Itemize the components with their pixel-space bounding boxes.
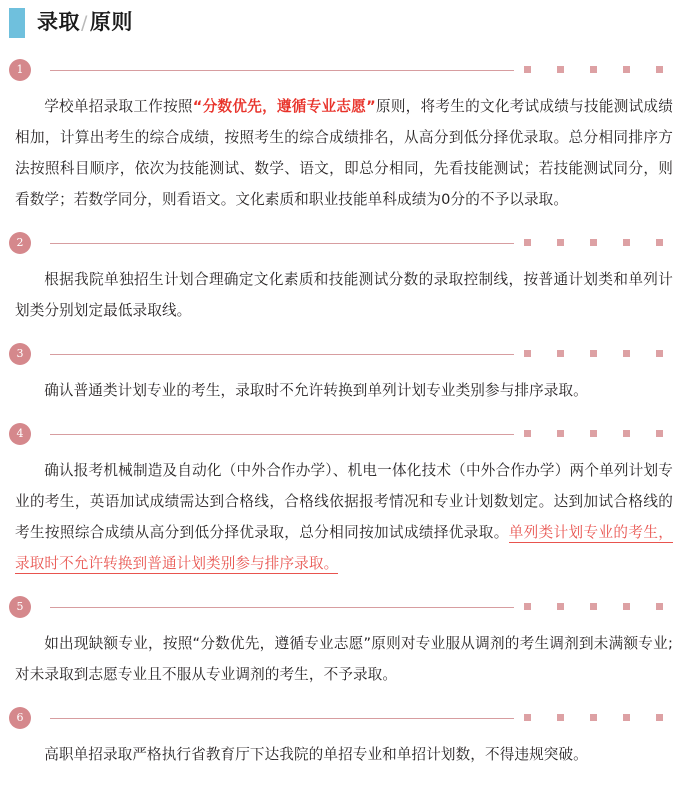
decorative-square-icon: [656, 66, 663, 73]
section-paragraph: [15, 255, 673, 326]
decorative-square-icon: [623, 714, 630, 721]
section-paragraph: [15, 82, 673, 215]
emphasis-text: “分数优先，遵循专业志愿”: [192, 98, 376, 115]
decorative-square-icon: [590, 603, 597, 610]
section-number-badge: 6: [9, 707, 31, 729]
section-paragraph: [15, 366, 673, 406]
decorative-square-icon: [623, 66, 630, 73]
body-text: 根据我院单独招生计划合理确定文化素质和技能测试分数的录取控制线，按普通计划类和单列计划类分别划定最低录取线。: [15, 271, 673, 319]
body-text: 原则，将考生的文化考试成绩与技能测试成绩相加，计算出考生的综合成绩，按照考生的综合成绩排名，从高分到低分择优录取。总分相同排序方法按照科目顺序，依次为技能测试、数学、语文，即总分相同，先看技能测试；若技能测试同分，则看数学；若数学同分，则看语文。文化素质和职业技能单科成绩为0分的不予以录取。: [15, 98, 673, 208]
decorative-square-icon: [590, 350, 597, 357]
section-divider: [0, 422, 687, 446]
section-divider: [0, 58, 687, 82]
section: [0, 690, 687, 770]
decorative-square-icon: [524, 603, 531, 610]
sections-list: [0, 36, 687, 770]
section-paragraph: [15, 730, 673, 770]
body-text: 确认普通类计划专业的考生，录取时不允许转换到单列计划专业类别参与排序录取。: [44, 382, 588, 399]
section: [0, 579, 687, 690]
divider-dots-decoration: [524, 66, 674, 73]
decorative-square-icon: [524, 66, 531, 73]
decorative-square-icon: [557, 66, 564, 73]
decorative-square-icon: [557, 603, 564, 610]
section-paragraph: [15, 446, 673, 579]
section: [0, 215, 687, 326]
decorative-square-icon: [524, 714, 531, 721]
page-header: [0, 0, 687, 36]
page-title-separator: /: [81, 12, 88, 34]
decorative-square-icon: [524, 239, 531, 246]
divider-line: [50, 607, 514, 608]
decorative-square-icon: [656, 714, 663, 721]
decorative-square-icon: [524, 430, 531, 437]
section: [0, 406, 687, 579]
decorative-square-icon: [623, 239, 630, 246]
decorative-square-icon: [623, 350, 630, 357]
divider-line: [50, 434, 514, 435]
divider-line: [50, 354, 514, 355]
decorative-square-icon: [656, 430, 663, 437]
decorative-square-icon: [656, 239, 663, 246]
section: [0, 36, 687, 215]
divider-dots-decoration: [524, 239, 674, 246]
decorative-square-icon: [590, 239, 597, 246]
section-paragraph: [15, 619, 673, 690]
page-title: [37, 12, 133, 33]
section-number-badge: 4: [9, 423, 31, 445]
body-text: 如出现缺额专业，按照“分数优先，遵循专业志愿”原则对专业服从调剂的考生调剂到未满额专业;对未录取到志愿专业且不服从专业调剂的考生，不予录取。: [15, 635, 673, 683]
decorative-square-icon: [590, 66, 597, 73]
divider-line: [50, 718, 514, 719]
decorative-square-icon: [590, 714, 597, 721]
section-divider: [0, 706, 687, 730]
section-number-badge: 2: [9, 232, 31, 254]
section-number-badge: 5: [9, 596, 31, 618]
divider-dots-decoration: [524, 603, 674, 610]
divider-dots-decoration: [524, 430, 674, 437]
header-accent-bar: [9, 8, 25, 38]
body-text: 高职单招录取严格执行省教育厅下达我院的单招专业和单招计划数，不得违规突破。: [44, 746, 588, 763]
divider-line: [50, 70, 514, 71]
underlined-note-text: 单列类计划专业的考生，录取时不允许转换到普通计划类别参与排序录取。: [15, 524, 673, 572]
divider-line: [50, 243, 514, 244]
decorative-square-icon: [656, 350, 663, 357]
decorative-square-icon: [623, 430, 630, 437]
section-divider: [0, 595, 687, 619]
decorative-square-icon: [656, 603, 663, 610]
decorative-square-icon: [557, 350, 564, 357]
page-title-sub: 原则: [89, 10, 133, 34]
decorative-square-icon: [557, 239, 564, 246]
decorative-square-icon: [524, 350, 531, 357]
body-text: 学校单招录取工作按照: [44, 98, 193, 115]
section-divider: [0, 231, 687, 255]
section-number-badge: 3: [9, 343, 31, 365]
decorative-square-icon: [623, 603, 630, 610]
section: [0, 326, 687, 406]
section-divider: [0, 342, 687, 366]
decorative-square-icon: [557, 714, 564, 721]
body-text: 确认报考机械制造及自动化（中外合作办学）、机电一体化技术（中外合作办学）两个单列计划专业的考生，英语加试成绩需达到合格线，合格线依据报考情况和专业计划数划定。达到加试合格线的考生按照综合成绩从高分到低分择优录取，总分相同按加试成绩择优录取。: [15, 462, 673, 541]
divider-dots-decoration: [524, 714, 674, 721]
divider-dots-decoration: [524, 350, 674, 357]
decorative-square-icon: [557, 430, 564, 437]
page-title-main: 录取: [37, 10, 80, 34]
section-number-badge: 1: [9, 59, 31, 81]
decorative-square-icon: [590, 430, 597, 437]
